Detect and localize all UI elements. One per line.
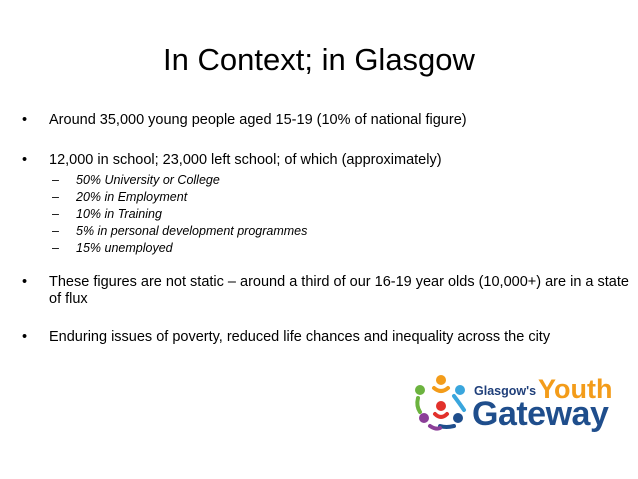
bullet-text: These figures are not static – around a third of our 16-19 year olds (10,000+) are in a state of flux: [49, 274, 629, 307]
sub-bullet-text: 20% in Employment: [76, 190, 188, 204]
sub-bullet-item: [52, 240, 572, 257]
sub-bullet-text: 5% in personal development programmes: [76, 224, 308, 238]
bullet-marker: •: [22, 152, 28, 168]
sub-bullet-marker: –: [52, 207, 59, 221]
youth-gateway-logo: [410, 372, 613, 436]
bullet-text: Around 35,000 young people aged 15-19 (10% of national figure): [49, 112, 467, 128]
logo-text-glasgows: Glasgow's: [474, 384, 537, 398]
bullet-marker: •: [22, 112, 28, 128]
sub-bullet-text: 15% unemployed: [76, 241, 173, 255]
sub-bullet-text: 10% in Training: [76, 207, 162, 221]
slide-title: In Context; in Glasgow: [163, 42, 475, 77]
bullet-item: [22, 274, 638, 308]
sub-bullet-marker: –: [52, 241, 59, 255]
sub-bullet-marker: –: [52, 190, 59, 204]
sub-bullet-item: [52, 206, 572, 223]
sub-bullet-list: [52, 172, 572, 257]
sub-bullet-marker: –: [52, 173, 59, 187]
people-circle-icon: [410, 372, 472, 436]
bullet-text: Enduring issues of poverty, reduced life chances and inequality across the city: [49, 329, 551, 345]
bullet-marker: •: [22, 329, 28, 345]
bullet-text: 12,000 in school; 23,000 left school; of which (approximately): [49, 152, 442, 168]
bullet-marker: •: [22, 274, 28, 290]
bullet-item: [22, 112, 467, 129]
bullet-item: [22, 329, 638, 346]
sub-bullet-item: [52, 172, 572, 189]
sub-bullet-item: [52, 189, 572, 206]
logo-text-gateway: Gateway: [472, 395, 609, 433]
logo-text-youth: Youth: [538, 374, 613, 404]
sub-bullet-text: 50% University or College: [76, 173, 220, 187]
bullet-item: [22, 152, 442, 169]
sub-bullet-item: [52, 223, 572, 240]
sub-bullet-marker: –: [52, 224, 59, 238]
